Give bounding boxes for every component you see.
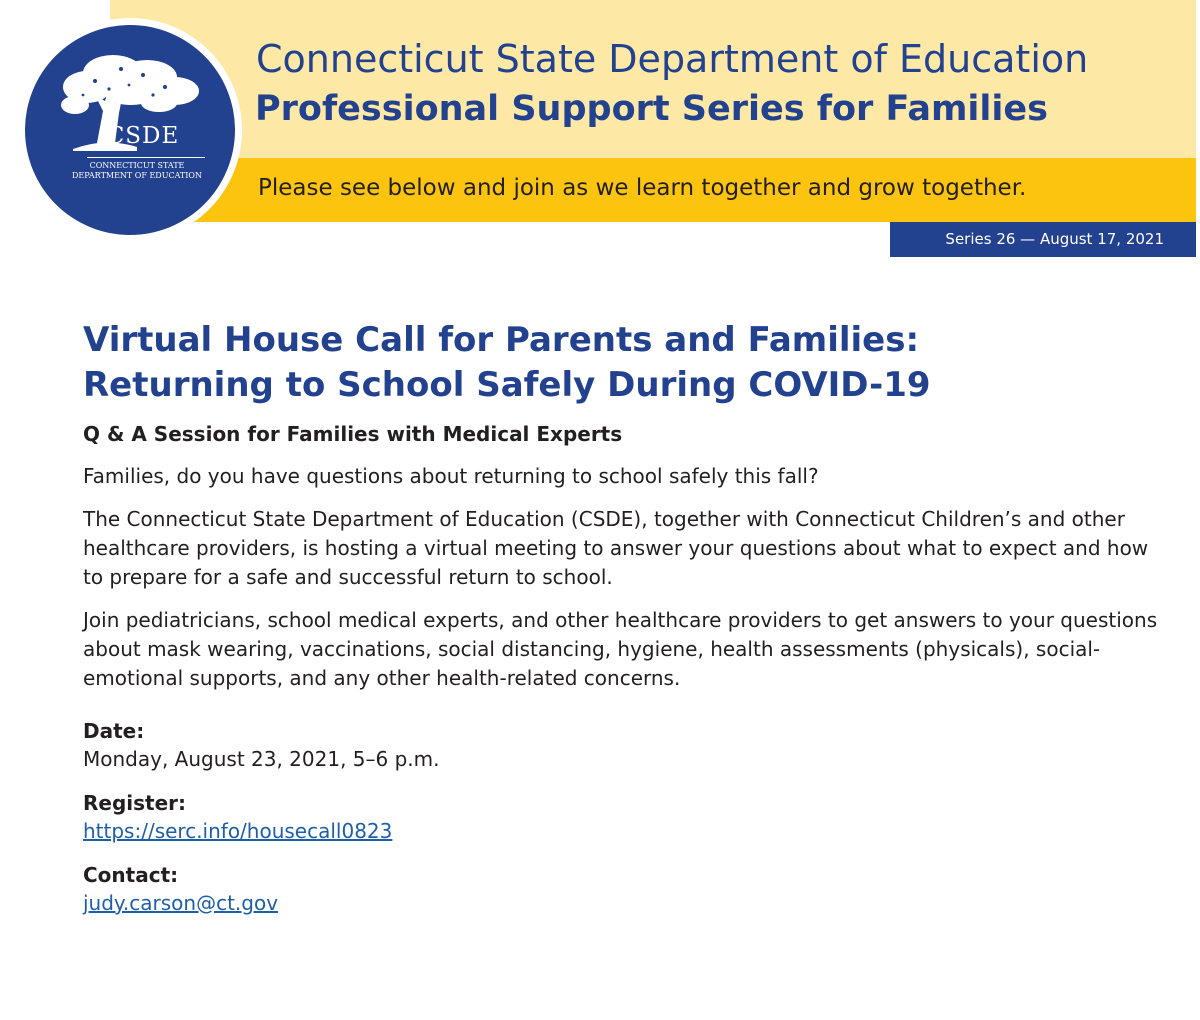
date-value: Monday, August 23, 2021, 5–6 p.m. [83, 747, 440, 771]
logo-subtitle-line2: DEPARTMENT OF EDUCATION [72, 171, 202, 180]
contact-email-link[interactable]: judy.carson@ct.gov [83, 891, 279, 915]
header-tagline: Please see below and join as we learn together and grow together. [258, 175, 1027, 201]
event-title [83, 318, 1163, 408]
topics-paragraph: Join pediatricians, school medical experts, and other healthcare providers to get answers to your questions about mask wearing, vaccinations, social distancing, hygiene, health assessments (physicals), social-emotional supports, and any other health-related concerns. [83, 608, 1158, 690]
register-link[interactable]: https://serc.info/housecall0823 [83, 819, 393, 843]
date-label: Date: [83, 719, 145, 743]
logo-subtitle-line1: CONNECTICUT STATE [89, 161, 185, 170]
main-content [83, 318, 1163, 917]
description-paragraph: The Connecticut State Department of Education (CSDE), together with Connecticut Children’s and other healthcare providers, is hosting a virtual meeting to answer your questions about what to expect and how to prepare for a safe and successful return to school. [83, 507, 1149, 589]
register-label: Register: [83, 791, 187, 815]
logo-abbreviation: CSDE [106, 123, 180, 149]
event-title-line2: Returning to School Safely During COVID-19 [83, 365, 931, 405]
contact-label: Contact: [83, 863, 179, 887]
logo-divider [87, 157, 205, 158]
agency-name: Connecticut State Department of Education [256, 37, 1089, 81]
event-title-line1: Virtual House Call for Parents and Families: [83, 320, 920, 360]
register-link-wrapper [83, 817, 1163, 845]
contact-link-wrapper [83, 889, 1163, 917]
series-date-badge: Series 26 — August 17, 2021 [890, 222, 1196, 257]
series-title: Professional Support Series for Families [255, 89, 1048, 129]
event-subtitle: Q & A Session for Families with Medical Experts [83, 422, 623, 446]
intro-paragraph: Families, do you have questions about returning to school safely this fall? [83, 464, 819, 488]
csde-logo [25, 25, 235, 235]
